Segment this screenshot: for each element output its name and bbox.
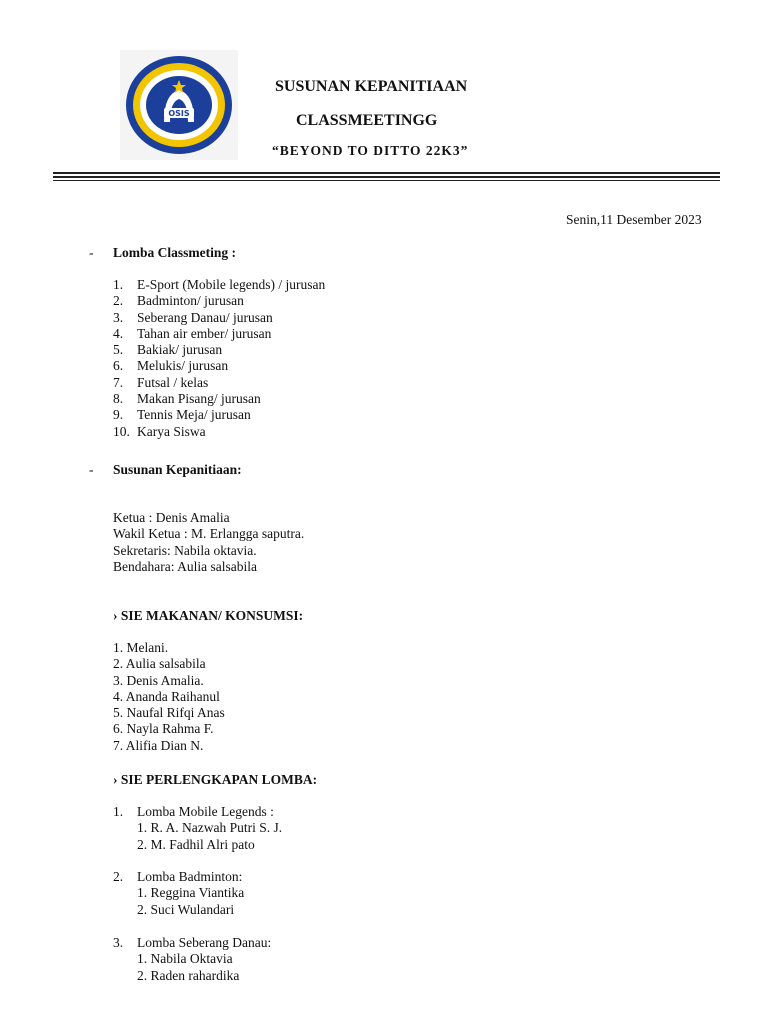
list-item: 4. Tahan air ember/ jurusan (113, 325, 272, 341)
logo-center-text: OSIS (168, 109, 190, 118)
list-item: 2. Raden rahardika (137, 967, 240, 983)
list-item: 3. Denis Amalia. (113, 672, 204, 688)
group-name: Lomba Mobile Legends : (137, 804, 274, 819)
section-title-lomba: Lomba Classmeting : (113, 245, 237, 260)
header-rule (53, 180, 720, 181)
list-item: 2. Badminton/ jurusan (113, 293, 244, 309)
list-item: 1. Reggina Viantika (137, 885, 245, 901)
list-item: 9. Tennis Meja/ jurusan (113, 407, 251, 423)
committee-treasurer: Bendahara: Aulia salsabila (113, 558, 257, 574)
list-item: 2. M. Fadhil Alri pato (137, 836, 255, 852)
list-item: 1. R. A. Nazwah Putri S. J. (137, 820, 283, 836)
document-subtitle: CLASSMEETINGG (296, 112, 438, 129)
sie-makanan-title: › SIE MAKANAN/ KONSUMSI: (113, 608, 304, 623)
committee-chair: Ketua : Denis Amalia (113, 510, 230, 525)
list-item: 1. Melani. (113, 640, 169, 655)
core-committee (113, 510, 304, 575)
list-item: 4. Ananda Raihanul (113, 688, 220, 704)
section-title-kepanitiaan: Susunan Kepanitiaan: (113, 462, 242, 477)
list-item: 8. Makan Pisang/ jurusan (113, 391, 261, 407)
document-title: SUSUNAN KEPANITIAAN (275, 78, 468, 95)
list-item: 6. Melukis/ jurusan (113, 358, 229, 374)
list-item: 2. Aulia salsabila (113, 656, 206, 672)
list-item: 5. Naufal Rifqi Anas (113, 705, 225, 721)
list-item: 3. Seberang Danau/ jurusan (113, 309, 273, 325)
perlengkapan-group: 3. Lomba Seberang Danau: 1. Nabila Oktavia 2. Raden rahardika (113, 935, 272, 983)
list-item: 5. Bakiak/ jurusan (113, 342, 223, 358)
list-item: 7. Alifia Dian N. (113, 737, 204, 753)
group-name: Lomba Seberang Danau: (137, 935, 272, 950)
lomba-list (113, 277, 325, 440)
section-bullet: - (89, 245, 94, 260)
document-tagline: “BEYOND TO DITTO 22K3” (272, 143, 469, 158)
list-item: 10. Karya Siswa (113, 423, 206, 439)
document-date: Senin,11 Desember 2023 (566, 212, 702, 227)
section-bullet: - (89, 462, 94, 477)
osis-logo (120, 50, 238, 160)
committee-secretary: Sekretaris: Nabila oktavia. (113, 542, 257, 558)
perlengkapan-group: 2. Lomba Badminton: 1. Reggina Viantika 2. Suci Wulandari (113, 869, 245, 917)
list-item: 1. Nabila Oktavia (137, 951, 233, 967)
sie-makanan-members (113, 640, 225, 754)
committee-vice-chair: Wakil Ketua : M. Erlangga saputra. (113, 526, 305, 542)
sie-perlengkapan-title: › SIE PERLENGKAPAN LOMBA: (113, 772, 318, 787)
list-item: 7. Futsal / kelas (113, 374, 209, 390)
list-item: 1. E-Sport (Mobile legends) / jurusan (113, 277, 326, 292)
perlengkapan-group: 1. Lomba Mobile Legends : 1. R. A. Nazwah Putri S. J. 2. M. Fadhil Alri pato (113, 804, 283, 852)
list-item: 6. Nayla Rahma F. (113, 721, 214, 737)
header-rule (53, 172, 720, 174)
list-item: 2. Suci Wulandari (137, 901, 235, 917)
group-name: Lomba Badminton: (137, 869, 243, 884)
header-rule (53, 176, 720, 178)
